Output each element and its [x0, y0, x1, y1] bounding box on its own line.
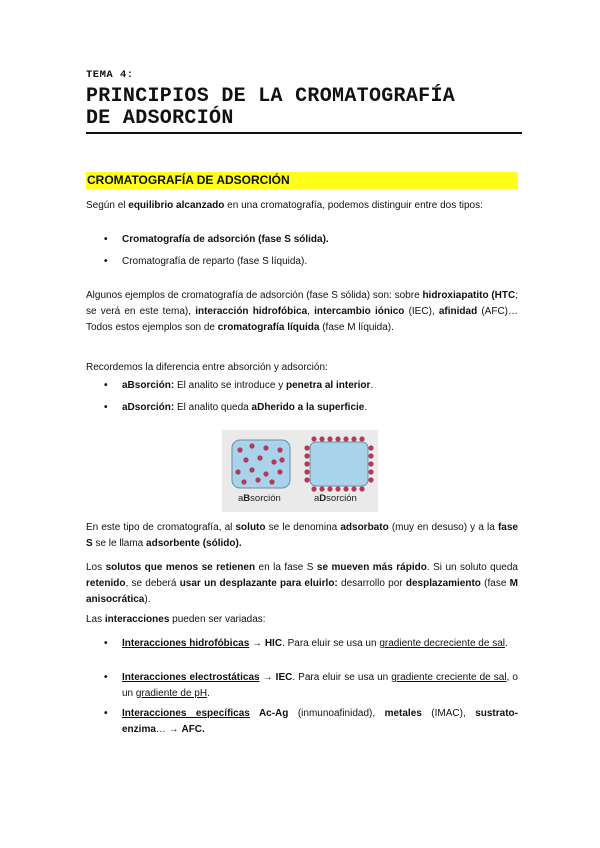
analyte-dot [255, 477, 260, 482]
analyte-dot [327, 486, 332, 491]
chapter-label: TEMA 4: [86, 69, 134, 81]
analyte-dot [243, 457, 248, 462]
analyte-dot [277, 447, 282, 452]
analyte-dot [359, 486, 364, 491]
analyte-dot [319, 436, 324, 441]
analyte-dot [359, 436, 364, 441]
analyte-dot [335, 436, 340, 441]
analyte-dot [368, 477, 373, 482]
analyte-dot [241, 479, 246, 484]
paragraph-adsorbato: En este tipo de cromatografía, al soluto se le denomina adsorbato (muy en desuso) y a la fase S se le llama adsorbente (sólido). [86, 522, 518, 549]
analyte-dot [368, 445, 373, 450]
analyte-dot [351, 486, 356, 491]
title-line-2: DE ADSORCIÓN [86, 107, 234, 130]
title-underline [86, 132, 522, 134]
analyte-dot [263, 471, 268, 476]
analyte-dot [279, 457, 284, 462]
analyte-dot [304, 453, 309, 458]
analyte-dot [269, 479, 274, 484]
analyte-dot [249, 467, 254, 472]
analyte-dot [277, 469, 282, 474]
analyte-dot [271, 459, 276, 464]
document-page: TEMA 4: PRINCIPIOS DE LA CROMATOGRAFÍA DE ADSORCIÓN CROMATOGRAFÍA DE ADSORCIÓN Según el equilibrio alcanzado en una cromatografía, podemos distinguir entre dos tipos: • Cromatografía de adsorción (fase S sólida). • Cromatografía de reparto (fase S líquida). Algunos ejemplos de cromatografía de adsorción (fase S sólida) son: sobre hidroxiapatito (HTC; se verá en este tema), interacción hidrofóbica, intercambio iónico (IEC), afinidad (AFC)… Todos estos ejemplos son de cromatografía líquida (fase M líquida). Recordemos la diferencia entre absorción y adsorción: • aBsorción: El analito se introduce y penetra al interior. • aDsorción: El analito queda aDherido a la superficie. aBsorción aDsorción En este tipo de cromatografía, al soluto se le denomina adsorbato (muy en desuso) y a la fase S se le llama adsorbente (sólido). Los solutos que menos se retienen en la fase S se mueven más rápido. Si un soluto queda retenido, se deberá usar un desplazante para eluirlo: desarrollo por desplazamiento (fase M anisocrática). Las interacciones pueden ser variadas: • Interacciones hidrofóbicas → HIC. Para eluir se usa un gradiente decreciente de sal. • Interacciones electrostáticas → IEC. Para eluir se usa un gradiente creciente de sal, o un gradiente de pH. • Interacciones específicas Ac-Ag (inmunoafinidad), metales (IMAC), sustrato-enzima… → AFC. [0, 0, 600, 848]
analyte-dot [343, 436, 348, 441]
analyte-dot [249, 443, 254, 448]
section-heading: CROMATOGRAFÍA DE ADSORCIÓN [86, 172, 518, 189]
absorption-adsorption-figure [222, 430, 378, 512]
analyte-dot [368, 469, 373, 474]
analyte-dot [304, 445, 309, 450]
analyte-dot [351, 436, 356, 441]
caption-adsorcion: aDsorción [314, 493, 357, 504]
title-line-1: PRINCIPIOS DE LA CROMATOGRAFÍA [86, 85, 456, 108]
analyte-dot [304, 469, 309, 474]
analyte-dot [327, 436, 332, 441]
analyte-dot [263, 445, 268, 450]
analyte-dot [319, 486, 324, 491]
page-title [86, 86, 526, 130]
analyte-dot [311, 436, 316, 441]
paragraph-recall: Recordemos la diferencia entre absorción y adsorción: [86, 362, 328, 373]
analyte-dot [343, 486, 348, 491]
analyte-dot [304, 461, 309, 466]
paragraph-examples: Algunos ejemplos de cromatografía de adsorción (fase S sólida) son: sobre hidroxiapatito (HTC; se verá en este tema), interacción hidrofóbica, intercambio iónico (IEC), afinidad (AFC)… Todos estos ejemplos son de cromatografía líquida (fase M líquida). [86, 290, 519, 333]
paragraph-intro: Según el equilibrio alcanzado en una cromatografía, podemos distinguir entre dos tipos: [86, 200, 483, 211]
analyte-dot [311, 486, 316, 491]
paragraph-interactions: Las interacciones pueden ser variadas: [86, 614, 266, 625]
analyte-dot [368, 453, 373, 458]
adsorption-box [310, 442, 368, 486]
analyte-dot [368, 461, 373, 466]
analyte-dot [237, 447, 242, 452]
analyte-dot [235, 469, 240, 474]
caption-absorcion: aBsorción [238, 493, 281, 504]
analyte-dot [257, 455, 262, 460]
analyte-dot [335, 486, 340, 491]
analyte-dot [304, 477, 309, 482]
paragraph-retention: Los solutos que menos se retienen en la fase S se mueven más rápido. Si un soluto queda retenido, se deberá usar un desplazante para eluirlo: desarrollo por desplazamiento (fase M anisocrática). [86, 562, 519, 605]
absorption-box [232, 440, 290, 488]
